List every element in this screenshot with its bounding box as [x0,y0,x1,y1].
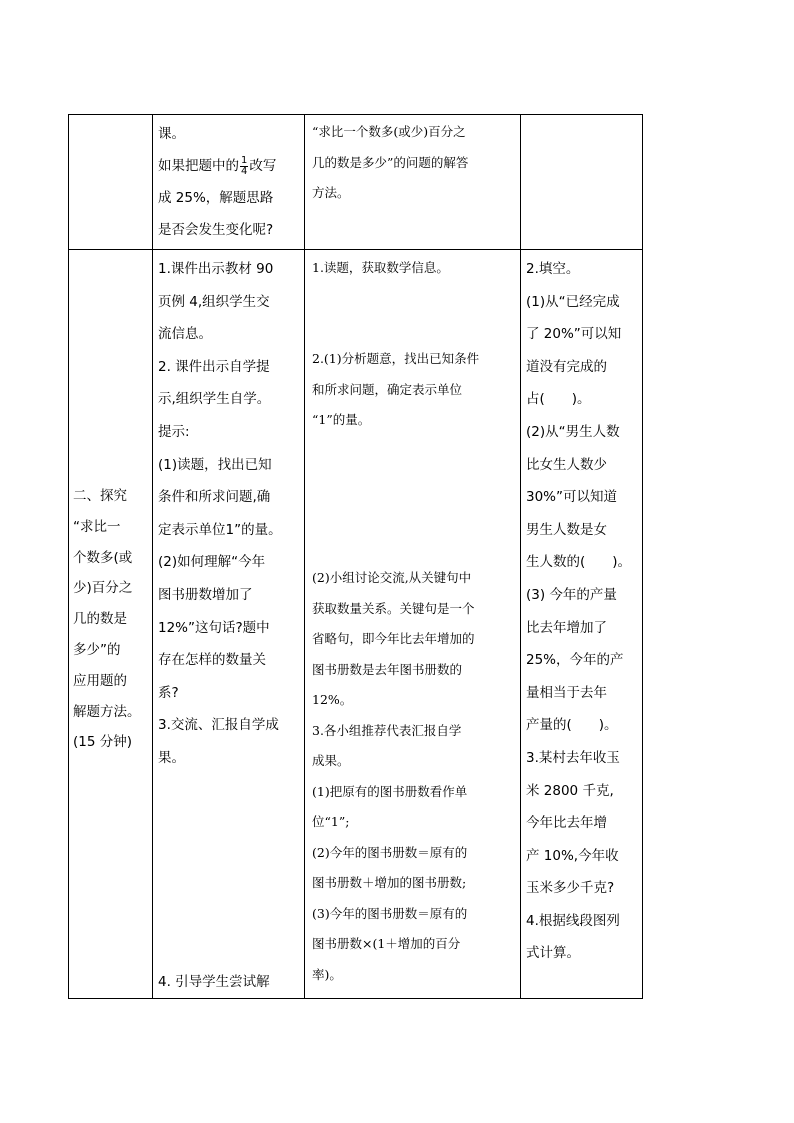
fraction-numerator: 1 [241,154,248,166]
fraction [240,156,248,177]
lesson-plan-table [68,114,643,999]
text-line: (2)小组讨论交流,从关键句中 [312,570,472,585]
text-line: “求比一个数多(或少)百分之 [312,124,466,139]
text-line: 式计算。 [526,945,580,962]
text-line: (2)从“男生人数 [526,423,620,440]
text-line: 图书册数＋增加的图书册数; [312,875,467,890]
text-line: 率)。 [312,966,342,982]
text-line: (3) 今年的产量 [526,586,617,603]
text-line: 了 20%”可以知 [526,326,622,343]
text-line: 系? [158,684,179,701]
row2-student-step-3 [312,563,518,990]
text-line: 应用题的 [73,672,127,689]
text-line: 1.读题，获取数学信息。 [312,260,449,275]
text-line: 3.交流、汇报自学成 [158,717,279,734]
text-line: 男生人数是女 [526,521,607,538]
text-line: 多少”的 [73,641,121,658]
text-line: (15 分钟) [73,734,133,751]
text-line: 生人数的( )。 [526,554,632,571]
text-line: 图书册数×(1＋增加的百分 [312,936,461,951]
text-line: 4. 引导学生尝试解 [158,974,270,990]
text-line: 流信息。 [158,326,212,343]
text-line: 4.根据线段图列 [526,912,620,929]
text-line: 省略句，即今年比去年增加的 [312,631,475,646]
text-line: 几的数是 [73,611,127,628]
text-line: 解题方法。 [73,703,141,720]
column-divider [520,115,521,998]
row1-student-activity [312,117,518,209]
text-line: 道没有完成的 [526,358,607,375]
text-line: 占( )。 [526,391,591,408]
text-line: 是否会发生变化呢? [158,222,274,238]
text-line: 3.某村去年收玉 [526,749,620,766]
text-line: 25%，今年的产 [526,652,624,669]
text-line: (1)从“已经完成 [526,293,620,310]
text-line: (3)今年的图书册数＝原有的 [312,905,468,921]
text-line: 图书册数增加了 [158,586,253,603]
text-line: 比女生人数少 [526,456,607,473]
text-line: 产量的( )。 [526,717,618,734]
text-line: 存在怎样的数量关 [158,652,266,669]
text-line: 课。 [158,126,185,142]
text-line: 12%。 [312,692,353,707]
text-line: 示,组织学生自学。 [158,391,271,408]
text-line: 少)百分之 [73,580,133,597]
row2-student-step-1 [312,253,518,284]
text-line: 3.各小组推荐代表汇报自学 [312,722,462,738]
text-line: 今年比去年增 [526,815,607,832]
text-line: 比去年增加了 [526,619,607,636]
text-line: 成果。 [312,753,350,768]
fraction-denominator: 4 [241,165,248,177]
text-line: (2)今年的图书册数＝原有的 [312,844,468,860]
text-line: 30%”可以知道 [526,489,617,506]
text-line: 个数多(或 [73,549,133,566]
text-line: 位“1”; [312,814,350,829]
text-line: 2. 课件出示自学提 [158,358,270,375]
text-line: 成 25%，解题思路 [158,190,274,206]
row2-teacher-activity [158,253,303,775]
text-line: 玉米多少千克? [526,880,615,897]
row2-stage-title [73,481,151,758]
column-divider [152,115,153,998]
column-divider [304,115,305,998]
text-line: “求比一 [73,518,121,535]
text-line: “1”的量。 [312,412,371,427]
text-line: 2.填空。 [526,261,580,277]
text-line: 2.(1)分析题意，找出已知条件 [312,351,480,366]
row1-teacher-activity [158,118,303,246]
text-line: 二、探究 [73,488,127,504]
text-line: 米 2800 千克, [526,782,614,799]
row2-teacher-activity-continued [158,967,303,997]
text-line [158,150,303,182]
text-line: 1.课件出示教材 90 [158,261,274,277]
text-line: 图书册数是去年图书册数的 [312,661,463,677]
text-line: 几的数是多少”的问题的解答 [312,154,469,170]
text-line: 果。 [158,749,185,766]
text-line: 定表示单位1”的量。 [158,521,282,538]
row2-exercises [526,253,642,970]
row2-student-step-2 [312,344,518,436]
text-line: (1)把原有的图书册数看作单 [312,783,468,799]
text-line: 量相当于去年 [526,684,607,701]
text-line: 和所求问题，确定表示单位 [312,381,463,397]
text-line: 12%”这句话?题中 [158,619,270,636]
text-fragment: 如果把题中的 [158,158,239,174]
text-fragment: 改写 [249,158,277,174]
row-divider [69,249,642,250]
text-line: 产 10%,今年收 [526,847,619,864]
text-line: (2)如何理解“今年 [158,554,266,571]
text-line: 条件和所求问题,确 [158,489,271,506]
text-line: 提示: [158,423,190,440]
text-line: (1)读题，找出已知 [158,456,272,473]
text-line: 方法。 [312,185,350,200]
text-line: 获取数量关系。关键句是一个 [312,600,475,616]
text-line: 页例 4,组织学生交 [158,293,270,310]
